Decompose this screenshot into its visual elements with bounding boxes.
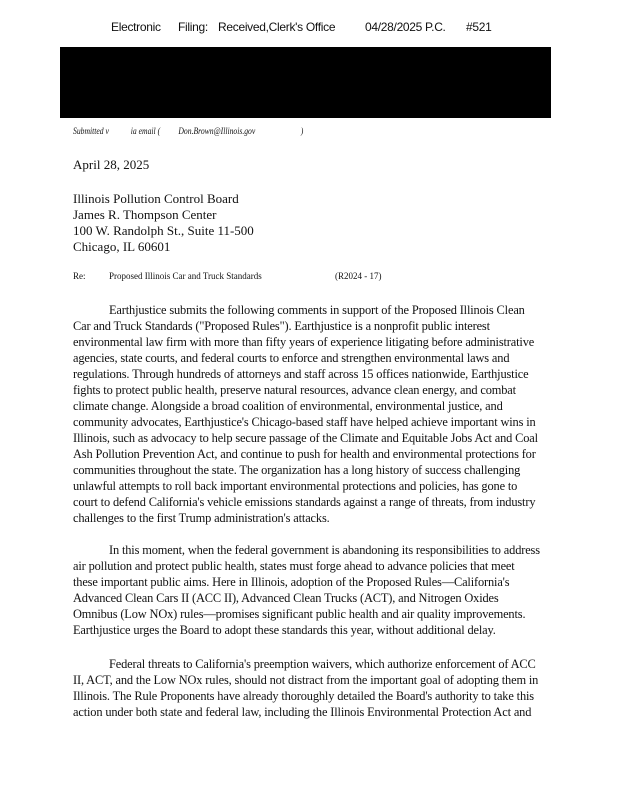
- paragraph-2: [73, 542, 555, 638]
- paragraph-line: regulations. Through hundreds of attorneys and staff across 15 offices nationwide, Earthjustice: [73, 367, 529, 381]
- paragraph-line: community advocates, Earthjustice's Chicago-based staff have helped achieve important wins in: [73, 415, 536, 429]
- paragraph-line: Ash Pollution Prevention Act, and continue to push for health and environmental protections for: [73, 447, 536, 461]
- filing-received: Received,Clerk's Office: [218, 20, 336, 34]
- paragraph-line: court to defend California's vehicle emissions standards against a range of threats, from industry: [73, 495, 536, 509]
- paragraph-line: Earthjustice urges the Board to adopt these standards this year, without additional delay.: [73, 623, 496, 637]
- paragraph-line: communities throughout the state. The organization has a long history of success challenging: [73, 463, 521, 477]
- paragraph-line: challenges to the first Trump administration's attacks.: [73, 511, 330, 525]
- paragraph-3: [73, 656, 555, 720]
- address-line: James R. Thompson Center: [73, 207, 217, 222]
- submitted-email[interactable]: Don.Brown@Illinois.gov: [178, 126, 256, 136]
- submitted-via: ia email (: [130, 126, 161, 136]
- submitted-close: ): [300, 126, 304, 136]
- paragraph-line: In this moment, when the federal government is abandoning its responsibilities to address: [109, 543, 540, 557]
- filing-pc: P.C.: [425, 20, 446, 34]
- filing-label: Filing:: [178, 20, 208, 34]
- filing-electronic: Electronic: [111, 20, 161, 34]
- filing-number: #521: [466, 20, 492, 34]
- paragraph-line: these important public aims. Here in Illinois, adoption of the Proposed Rules—California's: [73, 575, 510, 589]
- address-line: 100 W. Randolph St., Suite 11-500: [73, 223, 254, 238]
- paragraph-line: II, ACT, and the Low NOx rules, should not distract from the important goal of adopting them in: [73, 673, 539, 687]
- paragraph-line: Illinois, such as advocacy to help secure passage of the Climate and Equitable Jobs Act and Coal: [73, 431, 538, 445]
- paragraph-line: environmental law firm with more than fifty years of experience litigating before administrative: [73, 335, 535, 349]
- redaction-block: [60, 47, 551, 118]
- address-line: Chicago, IL 60601: [73, 239, 171, 254]
- paragraph-line: Earthjustice submits the following comments in support of the Proposed Illinois Clean: [109, 303, 525, 317]
- paragraph-line: agencies, state courts, and federal courts to enforce and strengthen environmental laws and: [73, 351, 510, 365]
- paragraph-line: Illinois. The Rule Proponents have already thoroughly detailed the Board's authority to take this: [73, 689, 534, 703]
- paragraph-line: Omnibus (Low NOx) rules—promises significant public health and air quality improvements.: [73, 607, 526, 621]
- paragraph-line: action under both state and federal law, including the Illinois Environmental Protection Act and: [73, 705, 532, 719]
- paragraph-line: air pollution and protect public health, states must forge ahead to advance policies that meet: [73, 559, 515, 573]
- recipient-address: [73, 191, 254, 255]
- paragraph-line: Advanced Clean Cars II (ACC II), Advanced Clean Trucks (ACT), and Nitrogen Oxides: [73, 591, 499, 605]
- re-docket: (R2024 - 17): [335, 271, 382, 281]
- paragraph-1: [73, 302, 555, 526]
- submitted-label: Submitted v: [73, 126, 109, 136]
- letter-date: April 28, 2025: [73, 157, 150, 172]
- paragraph-line: Federal threats to California's preemption waivers, which authorize enforcement of ACC: [109, 657, 536, 671]
- paragraph-line: unlawful attempts to roll back important environmental protections and policies, has gone to: [73, 479, 518, 493]
- paragraph-line: fights to protect public health, preserve natural resources, advance clean energy, and combat: [73, 383, 516, 397]
- paragraph-line: Car and Truck Standards ("Proposed Rules"). Earthjustice is a nonprofit public interest: [73, 319, 490, 333]
- filing-date: 04/28/2025: [365, 20, 423, 34]
- re-subject: Proposed Illinois Car and Truck Standards: [109, 271, 262, 281]
- paragraph-line: climate change. Alongside a broad coalition of environmental, environmental justice, and: [73, 399, 503, 413]
- re-label: Re:: [73, 271, 86, 281]
- address-line: Illinois Pollution Control Board: [73, 191, 239, 206]
